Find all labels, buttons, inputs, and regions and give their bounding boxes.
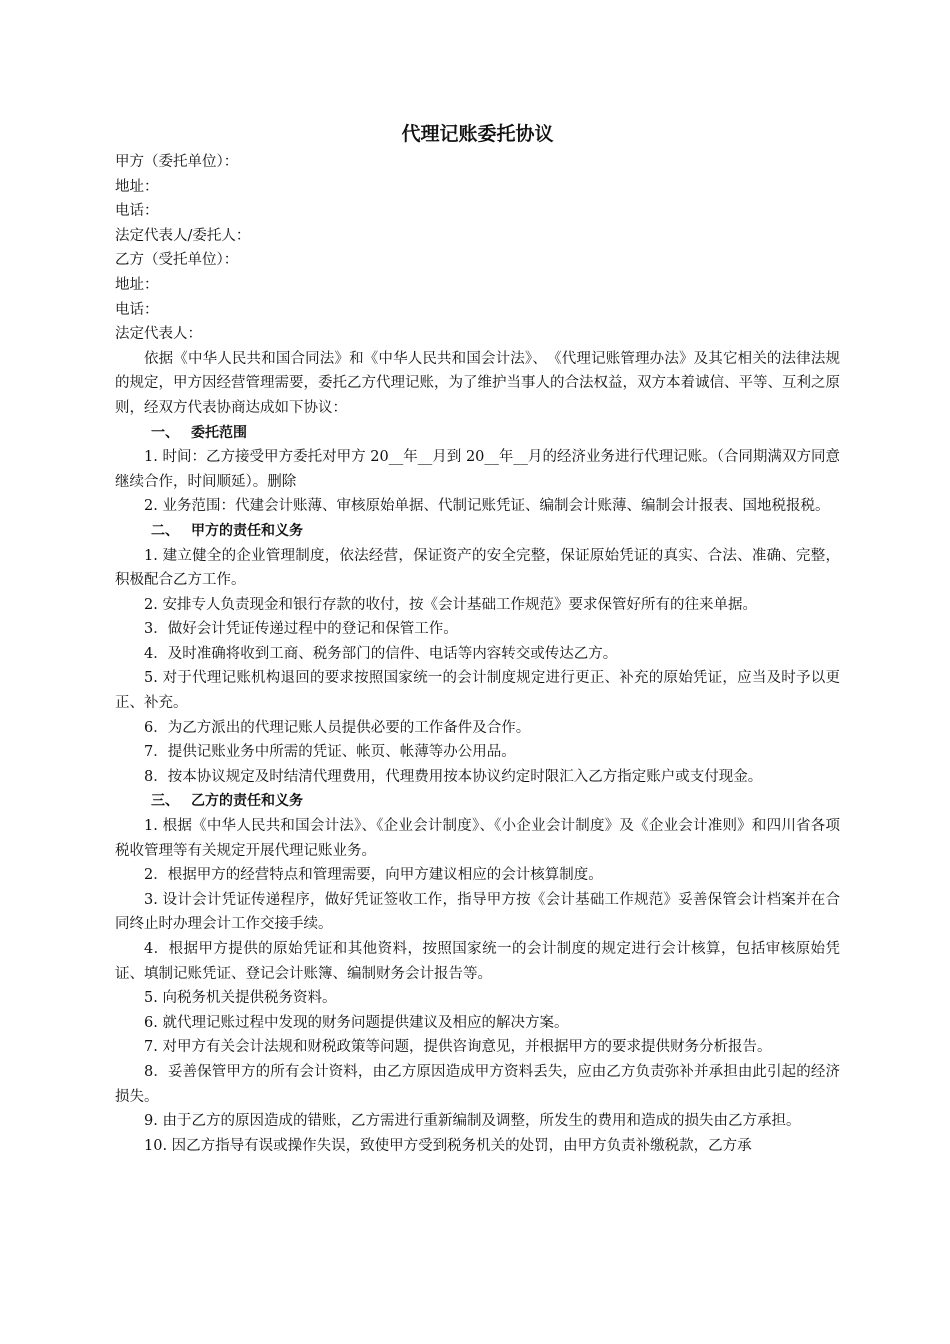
party-b-address: 地址：: [115, 276, 159, 293]
section-party-a-duties: [115, 519, 840, 790]
section-party-b-duties: [115, 789, 840, 1158]
clause: 10. 因乙方指导有误或操作失误，致使甲方受到税务机关的处罚，由甲方负责补缴税款，乙方承: [144, 1137, 752, 1154]
clause: 9. 由于乙方的原因造成的错账，乙方需进行重新编制及调整，所发生的费用和造成的损失由乙方承担。: [144, 1113, 801, 1130]
clause: 3．做好会计凭证传递过程中的登记和保管工作。: [144, 621, 458, 638]
section-number: 三、: [151, 793, 179, 810]
intro-paragraph: 依据《中华人民共和国合同法》和《中华人民共和国会计法》、 《代理记账管理办法》及其它相关的法律法规的规定，甲方因经营管理需要，委托乙方代理记账，为了维护当事人的合法权益，双方本着诚信、平等、互利之原则，经双方代表协商达成如下协议：: [115, 350, 840, 416]
clause: 7．提供记账业务中所需的凭证、帐页、帐薄等办公用品。: [144, 744, 516, 761]
party-a-label: 甲方（委托单位）：: [115, 154, 239, 170]
section-scope: [115, 421, 840, 519]
party-a-representative: 法定代表人/委托人：: [115, 227, 251, 244]
parties-block: [115, 150, 840, 347]
clause: 2. 业务范围：代建会计账薄、审核原始单据、代制记账凭证、编制会计账薄、编制会计报表、国地税报税。: [144, 498, 830, 515]
clause: 1. 根据《中华人民共和国会计法》、《企业会计制度》、《小企业会计制度》及《企业会计准则》和四川省各项税收管理等有关规定开展代理记账业务。: [115, 818, 840, 859]
clause: 1. 建立健全的企业管理制度，依法经营，保证资产的安全完整，保证原始凭证的真实、合法、准确、完整，积极配合乙方工作。: [115, 547, 840, 589]
section-heading: [115, 789, 840, 814]
document-page: [115, 118, 840, 1158]
party-a-address: 地址：: [115, 178, 159, 195]
section-heading: [115, 421, 840, 446]
section-heading: [115, 519, 840, 544]
clause: 5. 对于代理记账机构退回的要求按照国家统一的会计制度规定进行更正、补充的原始凭证，应当及时予以更正、补充。: [115, 670, 840, 712]
party-a-phone: 电话：: [115, 203, 159, 220]
clause: 5. 向税务机关提供税务资料。: [144, 990, 337, 1007]
section-title: 委托范围: [191, 424, 247, 441]
clause: 8．妥善保管甲方的所有会计资料，由乙方原因造成甲方资料丢失，应由乙方负责弥补并承担由此引起的经济损失。: [115, 1063, 840, 1105]
clause: 8．按本协议规定及时结清代理费用，代理费用按本协议约定时限汇入乙方指定账户或支付现金。: [144, 768, 763, 785]
clause: 2．根据甲方的经营特点和管理需要，向甲方建议相应的会计核算制度。: [144, 867, 603, 884]
section-title: 甲方的责任和义务: [191, 522, 303, 539]
clause: 6. 就代理记账过程中发现的财务问题提供建议及相应的解决方案。: [144, 1014, 569, 1031]
party-b-phone: 电话：: [115, 301, 159, 318]
clause: 7. 对甲方有关会计法规和财税政策等问题，提供咨询意见，并根据甲方的要求提供财务分析报告。: [144, 1039, 772, 1056]
clause: 4．根据甲方提供的原始凭证和其他资料，按照国家统一的会计制度的规定进行会计核算，包括审核原始凭证、填制记账凭证、登记会计账簿、编制财务会计报告等。: [115, 941, 840, 982]
clause: 1. 时间：乙方接受甲方委托对甲方 20__年__月到 20__年__月的经济业务进行代理记账。（合同期满双方同意继续合作，时间顺延）。删除: [115, 449, 840, 490]
clause: 6．为乙方派出的代理记账人员提供必要的工作备件及合作。: [144, 719, 531, 736]
party-b-representative: 法定代表人：: [115, 326, 202, 343]
party-b-label: 乙方（受托单位）：: [115, 252, 239, 269]
section-title: 乙方的责任和义务: [191, 793, 303, 810]
section-number: 二、: [151, 522, 179, 539]
section-number: 一、: [151, 424, 179, 441]
clause: 2. 安排专人负责现金和银行存款的收付，按《会计基础工作规范》要求保管好所有的往来单据。: [144, 596, 757, 613]
document-title: 代理记账委托协议: [401, 123, 554, 145]
clause: 4．及时准确将收到工商、税务部门的信件、电话等内容转交或传达乙方。: [144, 645, 618, 662]
clause: 3. 设计会计凭证传递程序，做好凭证签收工作，指导甲方按《会计基础工作规范》妥善保管会计档案并在合同终止时办理会计工作交接手续。: [115, 891, 840, 933]
